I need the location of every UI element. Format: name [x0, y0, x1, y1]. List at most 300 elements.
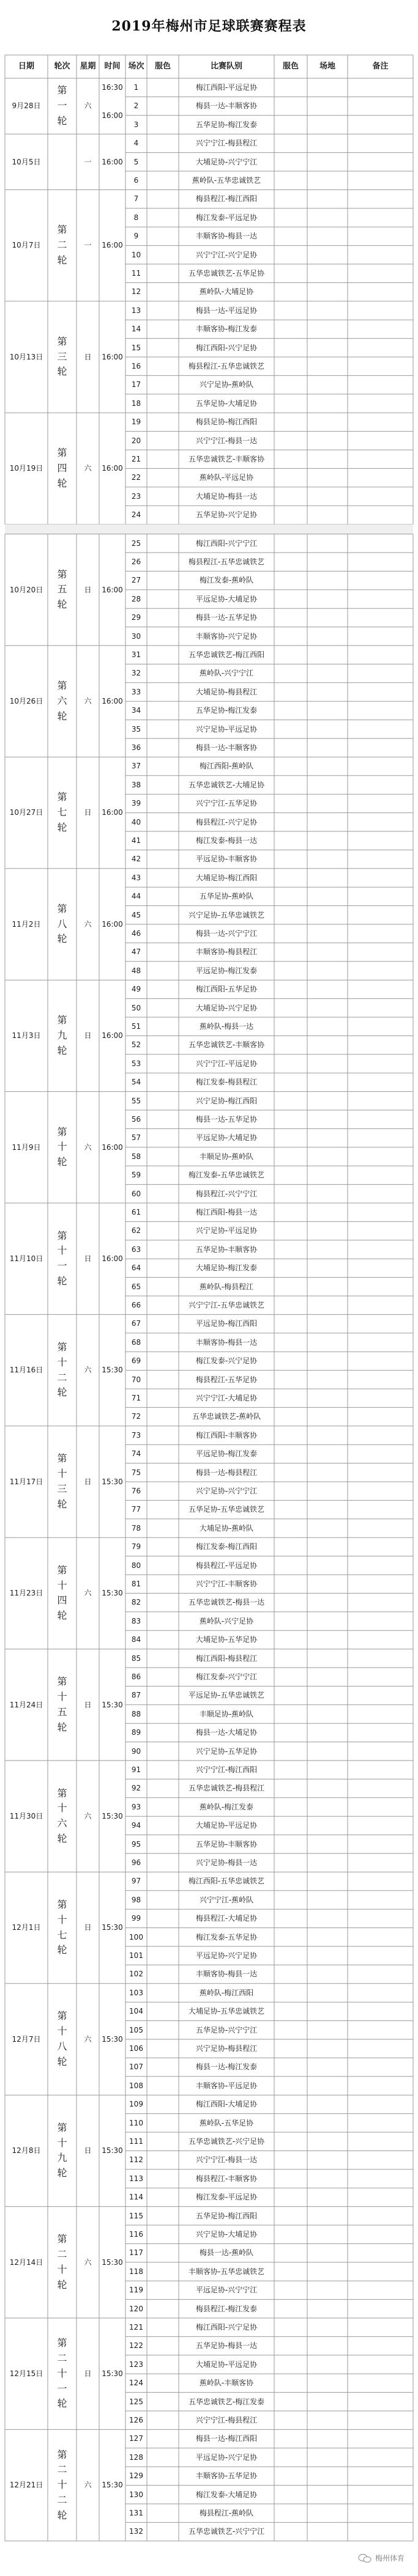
- match-number: 113: [129, 2174, 143, 2183]
- match-teams: 五华忠诚铁艺-五华足协: [188, 269, 265, 278]
- match-teams: 蕉岭队-兴宁宁江: [199, 669, 254, 678]
- match-teams: 蕉岭队-平远足协: [199, 473, 254, 482]
- round-label-char: 轮: [57, 710, 67, 722]
- round-date: 10月13日: [9, 352, 43, 361]
- match-number: 72: [131, 1412, 141, 1421]
- round-label-char: 十: [57, 1802, 67, 1814]
- match-number: 76: [131, 1487, 141, 1495]
- round-time: 15:30: [102, 2258, 123, 2267]
- round-date: 12月15日: [9, 2369, 43, 2378]
- header-kit-color: 服色: [154, 62, 171, 72]
- round-label: [48, 646, 77, 757]
- match-teams: 大埔足协-五华足协: [195, 1635, 258, 1644]
- match-number: 49: [131, 985, 141, 994]
- match-teams: 梅县程江-丰顺客协: [195, 2174, 258, 2183]
- match-teams: 丰顺客协-五华足协: [195, 2471, 258, 2481]
- match-number: 129: [129, 2471, 143, 2481]
- match-teams: 兴宁足协-五华忠诚铁艺: [188, 910, 265, 919]
- round-date: 11月17日: [9, 1477, 43, 1486]
- match-teams: 梅县程江-五华足协: [195, 1375, 258, 1384]
- match-teams: 梅江发泰-五华忠诚铁艺: [188, 1171, 265, 1180]
- match-number: 122: [129, 2341, 143, 2350]
- round-time: 16:30: [102, 83, 123, 92]
- round-weekday: 六: [84, 697, 92, 705]
- match-number: 102: [129, 1970, 143, 1979]
- match-teams: 梅江发泰-兴宁宁江: [195, 1673, 258, 1681]
- round-label: [48, 1426, 77, 1537]
- match-teams: 梅江西阳-兴宁宁江: [195, 539, 258, 548]
- match-number: 1: [133, 83, 139, 92]
- match-teams: 五华足协-蕉岭队: [199, 892, 254, 901]
- round-label-char: 第: [57, 1676, 67, 1688]
- match-teams: 梅县一达-丰顺客协: [195, 101, 258, 111]
- match-teams: 梅县一达-梅县程江: [195, 1468, 258, 1477]
- match-number: 87: [131, 1691, 141, 1700]
- match-number: 131: [129, 2509, 143, 2517]
- match-number: 108: [129, 2081, 143, 2090]
- match-teams: 大埔足协-兴宁足协: [195, 1003, 258, 1012]
- match-teams: 兴宁足协-兴宁宁江: [195, 1487, 258, 1495]
- round-time: 15:30: [102, 2481, 123, 2490]
- round-time: 15:30: [102, 1700, 123, 1709]
- match-teams: 五华足协-五华忠诚铁艺: [188, 1505, 265, 1514]
- round-time: 16:00: [102, 1143, 123, 1152]
- round-time: 16:00: [102, 1254, 123, 1263]
- round-date: 12月8日: [12, 2146, 41, 2155]
- round-label: [48, 190, 77, 301]
- round-label: [48, 757, 77, 868]
- round-date: 10月19日: [9, 464, 43, 473]
- round-weekday: 一: [84, 241, 92, 250]
- match-teams: 梅县程江-蕉岭队: [199, 2509, 254, 2517]
- match-teams: 梅江西阳-蕉岭队: [199, 762, 254, 771]
- match-teams: 平远足协-丰顺客协: [195, 855, 258, 864]
- match-teams: 五华足协-兴宁宁江: [195, 2025, 258, 2034]
- round-label: [48, 78, 77, 134]
- match-number: 71: [131, 1394, 141, 1402]
- match-number: 74: [131, 1449, 141, 1459]
- match-number: 12: [131, 287, 141, 296]
- header-notes: 备注: [372, 62, 389, 72]
- match-teams: 平远足协-大埔足协: [195, 1133, 258, 1143]
- round-label: [48, 413, 77, 524]
- header-kit-color2: 服色: [282, 62, 299, 72]
- round-label-char: 第: [57, 224, 67, 236]
- match-teams: 平远足协-兴宁宁江: [195, 2286, 258, 2295]
- match-number: 51: [131, 1022, 141, 1031]
- round-label: [48, 1203, 77, 1314]
- match-teams: 大埔足协-梅县一达: [195, 491, 258, 501]
- round-label-char: 轮: [57, 1944, 67, 1956]
- round-label-char: 第: [57, 791, 67, 803]
- match-teams: 兴宁足协-大埔足协: [195, 2230, 258, 2239]
- round-label-char: 五: [57, 583, 67, 595]
- match-teams: 兴宁宁江-丰顺客协: [195, 1580, 258, 1588]
- round-label-char: 轮: [57, 2167, 67, 2179]
- round-label-char: 轮: [57, 1721, 67, 1733]
- match-number: 43: [131, 873, 141, 882]
- match-teams: 丰顺足协-蕉岭队: [199, 1152, 254, 1161]
- match-number: 126: [129, 2416, 143, 2424]
- match-teams: 兴宁足协-蕉岭队: [199, 380, 254, 389]
- match-number: 128: [129, 2453, 143, 2462]
- round-weekday: 六: [84, 919, 92, 929]
- match-teams: 兴宁宁江-梅江西阳: [195, 1765, 258, 1774]
- match-teams: 梅江发泰-平远足协: [195, 213, 258, 222]
- round-weekday: 六: [84, 2258, 92, 2267]
- match-number: 20: [131, 436, 141, 445]
- round-label: [48, 1761, 77, 1872]
- round-label-char: 第: [57, 1014, 67, 1026]
- match-number: 67: [131, 1319, 141, 1328]
- match-teams: 梅县足协-梅江西阳: [195, 418, 258, 427]
- match-number: 117: [129, 2248, 143, 2258]
- match-teams: 梅县程江-梅江西阳: [195, 194, 258, 204]
- round-date: 11月10日: [9, 1254, 43, 1263]
- round-time: 15:30: [102, 2034, 123, 2044]
- match-teams: 梅江发泰-梅江西阳: [195, 1542, 258, 1551]
- round-label-char: 轮: [57, 1832, 67, 1844]
- round-label-char: 第: [57, 2448, 67, 2460]
- round-weekday: 六: [84, 1589, 92, 1598]
- match-teams: 五华忠诚铁艺-梅江发泰: [188, 2397, 265, 2406]
- match-teams: 梅县一达-蕉岭队: [199, 2248, 254, 2258]
- match-number: 62: [131, 1226, 141, 1235]
- round-weekday: 六: [84, 2034, 92, 2044]
- match-teams: 蕉岭队-梅县一达: [199, 1022, 254, 1031]
- match-teams: 梅江西阳-五华足协: [195, 985, 258, 994]
- match-teams: 五华足协-丰顺客协: [195, 1839, 258, 1849]
- round-date: 12月7日: [12, 2034, 41, 2044]
- match-number: 75: [131, 1468, 141, 1477]
- round-label-char: 十: [57, 1468, 67, 1480]
- round-label-char: 第: [57, 2233, 67, 2245]
- match-number: 93: [131, 1802, 141, 1811]
- match-teams: 大埔足协-五华忠诚铁艺: [188, 2007, 265, 2016]
- round-label-char: 第: [57, 2337, 67, 2349]
- match-number: 41: [131, 836, 141, 845]
- match-teams: 五华足协-大埔足协: [195, 399, 258, 408]
- match-number: 52: [131, 1040, 141, 1050]
- round-label-char: 第: [57, 680, 67, 691]
- round-label-char: 第: [57, 1341, 67, 1353]
- match-teams: 丰顺客协-梅县一达: [195, 1970, 258, 1979]
- round-weekday: 一: [84, 157, 92, 166]
- round-label-char: 十: [57, 1141, 67, 1153]
- match-teams: 平远足协-兴宁足协: [195, 1951, 258, 1960]
- round-label: [48, 1649, 77, 1761]
- match-number: 69: [131, 1356, 141, 1366]
- round-label-char: 六: [57, 694, 67, 707]
- match-teams: 丰顺足协-蕉岭队: [199, 1709, 254, 1718]
- match-teams: 大埔足协-梅江发泰: [195, 1264, 258, 1273]
- match-number: 14: [131, 325, 141, 334]
- match-number: 106: [129, 2044, 143, 2053]
- match-number: 10: [131, 250, 141, 259]
- round-date: 12月14日: [9, 2258, 43, 2267]
- match-number: 94: [131, 1821, 141, 1830]
- round-label-char: 轮: [57, 2398, 67, 2410]
- match-teams: 兴宁足协-平远足协: [195, 1226, 258, 1235]
- match-number: 84: [131, 1635, 141, 1644]
- round-label-char: 一: [57, 100, 67, 112]
- match-teams: 蕉岭队-五华足协: [199, 2118, 254, 2127]
- match-number: 35: [131, 724, 141, 734]
- round-label-char: 轮: [57, 1275, 67, 1287]
- match-number: 78: [131, 1523, 141, 1533]
- match-teams: 五华忠诚铁艺-梅江西阳: [188, 650, 265, 659]
- match-number: 5: [133, 157, 139, 166]
- header-date: 日期: [18, 62, 34, 72]
- header-venue: 场地: [319, 62, 335, 72]
- wechat-icon: [358, 2553, 371, 2563]
- match-number: 63: [131, 1245, 141, 1254]
- round-label: [48, 2207, 77, 2318]
- round-label-char: 四: [57, 462, 67, 474]
- round-weekday: 日: [84, 352, 92, 361]
- match-number: 19: [131, 418, 141, 427]
- match-number: 22: [131, 473, 141, 482]
- round-weekday: 日: [84, 2146, 92, 2155]
- match-teams: 梅县一达-兴宁宁江: [195, 929, 258, 938]
- round-date: 10月7日: [12, 241, 41, 250]
- match-teams: 五华足协-梅江发泰: [195, 120, 258, 129]
- header-time: 时间: [104, 62, 121, 72]
- match-number: 59: [131, 1171, 141, 1180]
- round-date: 9月28日: [12, 101, 41, 111]
- round-label: [48, 301, 77, 413]
- round-label-char: 轮: [57, 1386, 67, 1399]
- round-time: 15:30: [102, 1812, 123, 1820]
- match-number: 112: [129, 2155, 143, 2165]
- round-label-char: 轮: [57, 2055, 67, 2067]
- match-teams: 梅江西阳-兴宁足协: [195, 343, 258, 352]
- match-number: 36: [131, 743, 141, 752]
- match-teams: 平远足协-兴宁足协: [195, 2453, 258, 2462]
- match-number: 124: [129, 2379, 143, 2388]
- round-weekday: 日: [84, 808, 92, 817]
- round-label-char: 第: [57, 1229, 67, 1242]
- match-teams: 兴宁宁江-五华足协: [195, 799, 258, 808]
- match-number: 89: [131, 1728, 141, 1737]
- match-number: 38: [131, 780, 141, 789]
- match-teams: 蕉岭队-丰顺客协: [199, 2379, 254, 2388]
- round-label-char: 轮: [57, 598, 67, 611]
- round-label: [48, 1537, 77, 1649]
- match-number: 61: [131, 1208, 141, 1216]
- match-teams: 蕉岭队-梅江发泰: [199, 1802, 254, 1811]
- match-teams: 大埔足协-梅县程江: [195, 687, 258, 696]
- match-teams: 大埔足协-平远足协: [195, 2360, 258, 2369]
- match-number: 40: [131, 817, 141, 826]
- match-number: 39: [131, 799, 141, 808]
- match-number: 92: [131, 1784, 141, 1793]
- match-number: 37: [131, 762, 141, 771]
- match-teams: 大埔足协-兴宁宁江: [195, 157, 258, 166]
- header-teams: 比赛队别: [210, 62, 242, 72]
- match-teams: 梅县一达-梅江发泰: [195, 2063, 258, 2072]
- match-number: 13: [131, 306, 141, 315]
- match-number: 50: [131, 1003, 141, 1012]
- match-teams: 梅县程江-平远足协: [195, 1561, 258, 1570]
- round-label-char: 轮: [57, 114, 67, 127]
- round-label-char: 十: [57, 2479, 67, 2491]
- match-number: 123: [129, 2360, 143, 2369]
- match-number: 105: [129, 2025, 143, 2034]
- round-time: 16:00: [102, 1031, 123, 1040]
- match-teams: 五华忠诚铁艺-梅县一达: [188, 1598, 265, 1607]
- match-number: 33: [131, 687, 141, 696]
- match-number: 77: [131, 1505, 141, 1514]
- match-teams: 兴宁宁江-蕉岭队: [199, 1895, 254, 1904]
- match-teams: 梅县程江-梅江发泰: [195, 2304, 258, 2313]
- match-teams: 梅县程江-大埔足协: [195, 1914, 258, 1923]
- match-number: 82: [131, 1598, 141, 1607]
- round-label-char: 八: [57, 2040, 67, 2052]
- round-time: 15:30: [102, 2369, 123, 2378]
- match-teams: 兴宁宁江-五华忠诚铁艺: [188, 1301, 265, 1309]
- round-label: [48, 534, 77, 646]
- round-label-char: 十: [57, 1913, 67, 1926]
- round-date: 11月9日: [12, 1143, 41, 1152]
- round-label-char: 一: [57, 2382, 67, 2394]
- match-teams: 平远足协-梅江西阳: [195, 1319, 258, 1328]
- header-weekday: 星期: [80, 62, 96, 72]
- match-number: 57: [131, 1133, 141, 1143]
- match-number: 7: [133, 194, 139, 204]
- round-label-char: 轮: [57, 933, 67, 945]
- match-teams: 梅江发泰-梅县一达: [195, 836, 258, 845]
- round-time: 16:00: [102, 111, 123, 120]
- round-label-char: 第: [57, 568, 67, 580]
- match-teams: 丰顺客协-梅县程江: [195, 948, 258, 957]
- round-date: 12月1日: [12, 1923, 41, 1932]
- round-weekday: 六: [84, 101, 92, 111]
- match-number: 99: [131, 1914, 141, 1923]
- match-number: 58: [131, 1152, 141, 1161]
- round-time: 16:00: [102, 808, 123, 817]
- match-number: 97: [131, 1877, 141, 1886]
- round-label: [48, 869, 77, 980]
- match-number: 32: [131, 669, 141, 678]
- match-teams: 丰顺客协-梅县一达: [195, 1338, 258, 1347]
- match-teams: 蕉岭队-梅江西阳: [199, 1988, 254, 1997]
- round-label-char: 第: [57, 1452, 67, 1465]
- match-number: 4: [133, 139, 139, 148]
- match-teams: 梅江发泰-五华足协: [195, 1932, 258, 1941]
- round-label: [48, 2095, 77, 2206]
- round-weekday: 六: [84, 1366, 92, 1375]
- match-teams: 丰顺客协-五华忠诚铁艺: [188, 2267, 265, 2276]
- round-label-char: 轮: [57, 1498, 67, 1510]
- round-weekday: 六: [84, 464, 92, 473]
- round-time: 16:00: [102, 585, 123, 594]
- round-date: 11月16日: [9, 1366, 43, 1375]
- match-number: 98: [131, 1895, 141, 1904]
- round-time: 15:30: [102, 2146, 123, 2155]
- round-label-char: 轮: [57, 1610, 67, 1622]
- match-teams: 梅江西阳-丰顺客协: [195, 1430, 258, 1440]
- round-label-char: 二: [57, 1371, 67, 1383]
- match-number: 95: [131, 1839, 141, 1849]
- round-label: [48, 1314, 77, 1426]
- round-label-char: 轮: [57, 2509, 67, 2521]
- match-number: 104: [129, 2007, 143, 2016]
- round-label-char: 十: [57, 2367, 67, 2379]
- match-teams: 丰顺客协-平远足协: [195, 2081, 258, 2090]
- round-label-char: 轮: [57, 821, 67, 833]
- round-label: [48, 980, 77, 1091]
- match-teams: 梅江西阳-大埔足协: [195, 2100, 258, 2109]
- header-round: 轮次: [54, 62, 70, 72]
- match-teams: 梅县一达-丰顺客协: [195, 743, 258, 752]
- match-number: 101: [129, 1951, 143, 1960]
- match-number: 47: [131, 948, 141, 957]
- round-date: 10月5日: [12, 157, 41, 166]
- match-number: 2: [133, 101, 139, 111]
- round-weekday: 日: [84, 1477, 92, 1486]
- match-number: 34: [131, 706, 141, 715]
- match-teams: 梅县一达-平远足协: [195, 306, 258, 315]
- match-teams: 五华足协-梅县一达: [195, 2341, 258, 2350]
- match-teams: 兴宁足协-梅江西阳: [195, 1096, 258, 1105]
- round-label-char: 第: [57, 335, 67, 347]
- match-number: 60: [131, 1189, 141, 1198]
- round-weekday: 六: [84, 1812, 92, 1820]
- match-teams: 梅江发泰-大埔足协: [195, 2490, 258, 2499]
- match-number: 109: [129, 2100, 143, 2109]
- round-label-char: 五: [57, 1706, 67, 1718]
- match-teams: 梅江发泰-兴宁足协: [195, 1356, 258, 1366]
- round-label-char: 十: [57, 1245, 67, 1257]
- match-number: 42: [131, 855, 141, 864]
- match-teams: 梅江发泰-梅县程江: [195, 1078, 258, 1087]
- match-teams: 丰顺客协-梅江发泰: [195, 325, 258, 334]
- match-number: 132: [129, 2527, 143, 2536]
- round-date: 10月20日: [9, 585, 43, 594]
- match-teams: 五华忠诚铁艺-丰顺客协: [188, 455, 265, 463]
- page-title: 2019年梅州市足球联赛赛程表: [111, 18, 307, 34]
- round-label-char: 九: [57, 1029, 67, 1041]
- round-label-char: 轮: [57, 254, 67, 266]
- match-number: 96: [131, 1858, 141, 1867]
- match-teams: 兴宁宁江-平远足协: [195, 1059, 258, 1068]
- match-teams: 梅县程江-兴宁足协: [195, 817, 258, 826]
- match-teams: 兴宁足协-梅县一达: [195, 1858, 258, 1867]
- round-label-char: 第: [57, 2010, 67, 2022]
- round-label-char: 一: [57, 1260, 67, 1272]
- match-number: 111: [129, 2137, 143, 2146]
- round-time: 16:00: [102, 919, 123, 929]
- round-time: 16:00: [102, 352, 123, 361]
- round-label-char: 第: [57, 1564, 67, 1576]
- round-label: [48, 1872, 77, 1983]
- match-number: 3: [133, 120, 139, 129]
- match-number: 85: [131, 1654, 141, 1663]
- round-label-char: 十: [57, 2263, 67, 2275]
- round-label-char: 二: [57, 2248, 67, 2260]
- match-number: 86: [131, 1673, 141, 1681]
- round-label: [48, 2429, 77, 2541]
- match-number: 116: [129, 2230, 143, 2239]
- match-teams: 平远足协-梅江发泰: [195, 966, 258, 975]
- match-teams: 兴宁足协-五华足协: [195, 1746, 258, 1756]
- round-label-char: 轮: [57, 477, 67, 489]
- match-teams: 梅江西阳-兴宁足协: [195, 2323, 258, 2331]
- match-teams: 平远足协-五华忠诚铁艺: [188, 1691, 265, 1700]
- match-teams: 兴宁宁江-大埔足协: [195, 1394, 258, 1402]
- match-teams: 梅县程江-兴宁宁江: [195, 1189, 258, 1198]
